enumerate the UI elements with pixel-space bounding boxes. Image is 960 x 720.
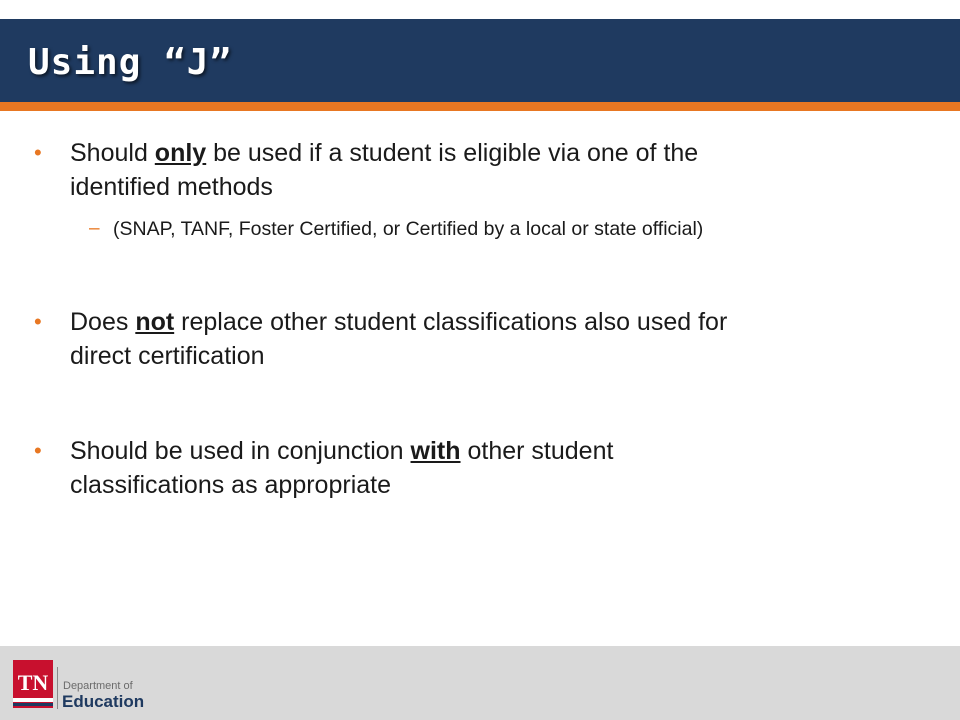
bullet-item <box>70 434 930 502</box>
bullet-emphasis: with <box>410 437 461 465</box>
bullet-text: Does <box>70 308 136 336</box>
logo-department-text: Department of <box>63 680 133 692</box>
bullet-text: other student <box>460 437 614 465</box>
bullet-text: identified methods <box>70 173 273 201</box>
bullet-text: classifications as appropriate <box>70 471 391 499</box>
bullet-text: be used if a student is eligible via one of the <box>206 139 699 167</box>
slide-title: Using “J” <box>28 42 233 83</box>
bullet-marker: • <box>34 438 42 463</box>
bullet-emphasis: not <box>135 308 175 336</box>
logo-divider <box>57 667 58 709</box>
bullet-text: Should be used in conjunction <box>70 437 411 465</box>
sub-bullet-marker: – <box>89 218 100 239</box>
bullet-marker: • <box>34 309 42 334</box>
logo-education-text: Education <box>62 692 145 711</box>
bullet-text: direct certification <box>70 342 265 370</box>
logo-stripe <box>13 703 53 706</box>
bullet-marker: • <box>34 140 42 165</box>
sub-bullet-text: (SNAP, TANF, Foster Certified, or Certified by a local or state official) <box>113 218 704 240</box>
tn-logo-mark: TN <box>17 670 49 695</box>
bullet-item <box>70 136 930 204</box>
tn-logo-icon <box>13 660 53 708</box>
bullet-emphasis: only <box>154 139 207 167</box>
logo-stripe <box>13 698 53 702</box>
bullet-item <box>70 305 930 373</box>
bullet-text: replace other student classifications also used for <box>174 308 728 336</box>
bullet-text: Should <box>70 139 155 167</box>
